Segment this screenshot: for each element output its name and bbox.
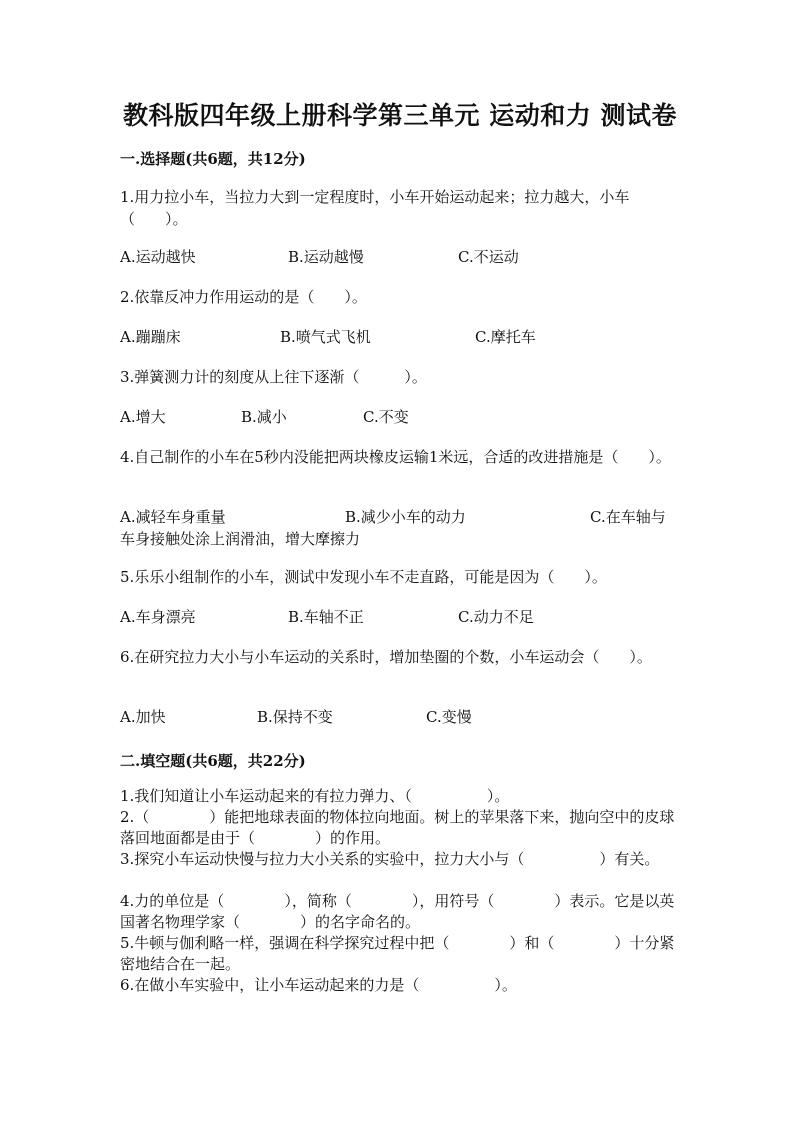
choice-options-1	[120, 246, 680, 268]
option-c: C.变慢	[426, 708, 472, 726]
option-b: B.减少小车的动力	[345, 508, 466, 526]
choice-options-2	[120, 326, 680, 348]
choice-options-3	[120, 406, 680, 428]
option-c: C.动力不足	[458, 608, 534, 626]
choice-question-2: 2.依靠反冲力作用运动的是（ ）。	[120, 288, 367, 306]
fill-question-3: 3.探究小车运动快慢与拉力大小关系的实验中，拉力大小与（ ）有关。	[120, 850, 660, 868]
option-c: C.在车轴与	[590, 508, 666, 526]
exam-title: 教科版四年级上册科学第三单元 运动和力 测试卷	[123, 101, 677, 130]
fill-question-6: 6.在做小车实验中，让小车运动起来的力是（ ）。	[120, 976, 517, 994]
option-a: A.增大	[120, 408, 166, 426]
option-a: A.车身漂亮	[120, 608, 196, 626]
fill-question-5: 5.牛顿与伽利略一样，强调在科学探究过程中把（ ）和（ ）十分紧密地结合在一起。	[120, 934, 675, 973]
fill-question-1: 1.我们知道让小车运动起来的有拉力弹力、（ ）。	[120, 787, 510, 805]
option-b: B.喷气式飞机	[280, 328, 371, 346]
option-b: B.减小	[241, 408, 287, 426]
choice-options-5	[120, 606, 680, 628]
choice-options-6	[120, 706, 680, 728]
section-heading-fill: 二.填空题(共6题，共22分)	[120, 752, 306, 770]
fill-question-2: 2.（ ）能把地球表面的物体拉向地面。树上的苹果落下来，抛向空中的皮球落回地面都是由于（ ）的作用。	[120, 808, 675, 847]
choice-options-4	[120, 506, 680, 528]
choice-question-3: 3.弹簧测力计的刻度从上往下逐渐（ ）。	[120, 368, 427, 386]
option-c-continued: 车身接触处涂上润滑油，增大摩擦力	[120, 530, 361, 548]
choice-question-5: 5.乐乐小组制作的小车，测试中发现小车不走直路，可能是因为（ ）。	[120, 568, 607, 586]
option-a: A.蹦蹦床	[120, 328, 181, 346]
option-b: B.车轴不正	[288, 608, 364, 626]
option-a: A.减轻车身重量	[120, 508, 226, 526]
option-c: C.摩托车	[475, 328, 536, 346]
fill-question-4: 4.力的单位是（ ），简称（ ），用符号（ ）表示。它是以英国著名物理学家（ ）的名字命名的。	[120, 892, 675, 931]
option-b: B.保持不变	[257, 708, 333, 726]
option-a: A.加快	[120, 708, 166, 726]
choice-question-4: 4.自己制作的小车在5秒内没能把两块橡皮运输1米远，合适的改进措施是（ ）。	[120, 448, 671, 466]
option-c: C.不变	[363, 408, 409, 426]
choice-question-1: 1.用力拉小车，当拉力大到一定程度时，小车开始运动起来；拉力越大，小车（ ）。	[120, 188, 630, 228]
option-b: B.运动越慢	[288, 248, 364, 266]
option-a: A.运动越快	[120, 248, 196, 266]
section-heading-choice: 一.选择题(共6题，共12分)	[120, 150, 306, 168]
option-c: C.不运动	[458, 248, 519, 266]
choice-question-6: 6.在研究拉力大小与小车运动的关系时，增加垫圈的个数，小车运动会（ ）。	[120, 648, 652, 666]
